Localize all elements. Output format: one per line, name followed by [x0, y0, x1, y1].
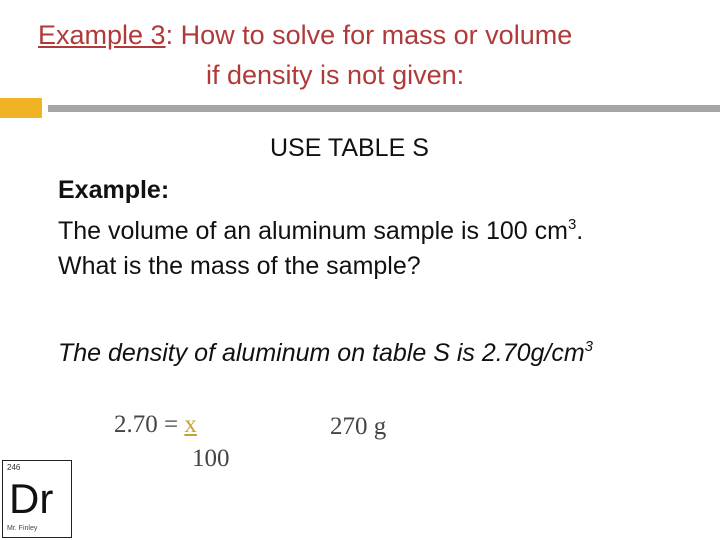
element-tile-number: 246	[7, 463, 21, 472]
example-label: Example:	[58, 176, 170, 204]
density-statement	[58, 338, 593, 368]
problem-line-1	[58, 216, 583, 246]
element-tile-name: Mr. Finley	[7, 525, 38, 532]
problem-cubed-exponent: 3	[567, 216, 577, 233]
density-cubed-exponent: 3	[584, 338, 594, 355]
work-lhs: 2.70 =	[114, 411, 185, 438]
title-line-1	[38, 18, 572, 52]
problem-line-1-end: .	[576, 217, 584, 245]
element-tile-logo	[2, 460, 72, 538]
divider-bar	[48, 105, 720, 112]
title-line-1-rest: : How to solve for mass or volume	[165, 20, 573, 50]
title-line-2: if density is not given:	[206, 60, 465, 90]
work-equation	[114, 411, 197, 439]
work-answer: 270 g	[330, 413, 387, 440]
divider-accent	[0, 98, 42, 118]
title-example-number: Example 3	[38, 20, 166, 50]
work-denominator: 100	[192, 445, 230, 472]
problem-line-1-text: The volume of an aluminum sample is 100 cm	[58, 217, 568, 245]
element-tile-symbol: Dr	[9, 475, 54, 522]
problem-line-2: What is the mass of the sample?	[58, 252, 421, 280]
table-s-heading: USE TABLE S	[270, 134, 429, 162]
work-numerator: x	[184, 411, 197, 438]
density-statement-text: The density of aluminum on table S is 2.70g/cm	[58, 339, 585, 367]
